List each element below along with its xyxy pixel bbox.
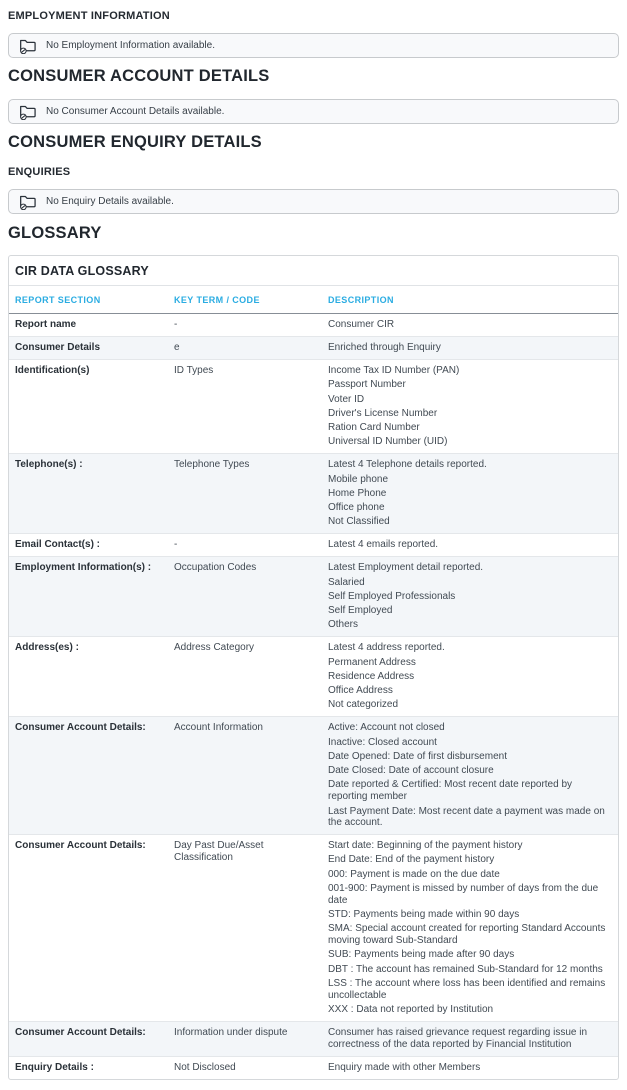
report-section-cell: Identification(s) — [9, 360, 168, 454]
folder-off-icon — [19, 194, 36, 210]
description-cell — [322, 717, 618, 835]
key-term-cell: Not Disclosed — [174, 1061, 236, 1073]
key-term-cell: e — [168, 337, 322, 360]
key-term-cell: Occupation Codes — [168, 557, 322, 637]
table-row — [9, 454, 618, 534]
description-cell — [322, 534, 618, 557]
description-line: Not Classified — [328, 516, 390, 528]
description-line: STD: Payments being made within 90 days — [328, 909, 520, 921]
description-line: Date reported & Certified: Most recent date reported by reporting member — [328, 779, 573, 803]
description-line: SMA: Special account created for reporting Standard Accounts moving toward Sub-Standard — [328, 923, 606, 947]
glossary-panel — [8, 255, 619, 1080]
description-line: Mobile phone — [328, 473, 389, 485]
description-line: Enriched through Enquiry — [328, 342, 441, 353]
description-line: Permanent Address — [328, 656, 416, 668]
empty-message: No Enquiry Details available. — [46, 196, 174, 207]
description-cell — [322, 1021, 618, 1056]
description-line: Driver's License Number — [328, 407, 438, 419]
description-cell — [322, 337, 618, 360]
description-line: Latest 4 Telephone details reported. — [328, 459, 487, 471]
enquiries-empty-notice — [8, 189, 619, 214]
glossary-header-row — [9, 286, 618, 314]
description-line: 001-900: Payment is missed by number of days from the due date — [328, 883, 599, 906]
description-cell — [322, 454, 618, 534]
description-cell — [322, 1056, 618, 1079]
table-row — [9, 717, 618, 835]
column-header-key-term-code: KEY TERM / CODE — [168, 286, 322, 314]
description-line: Not categorized — [328, 699, 399, 711]
report-section-cell: Address(es) : — [9, 637, 168, 717]
report-section-cell: Consumer Account Details: — [9, 1021, 168, 1056]
report-section-cell: Report name — [9, 314, 168, 337]
description-line: SUB: Payments being made after 90 days — [328, 949, 515, 961]
empty-message: No Employment Information available. — [46, 40, 215, 51]
description-line: Consumer CIR — [328, 319, 395, 330]
key-term-cell: ID Types — [168, 360, 322, 454]
glossary-table — [9, 286, 618, 1079]
report-section-cell: Enquiry Details : — [15, 1061, 94, 1073]
consumer-account-empty-notice — [8, 99, 619, 124]
description-line: Date Closed: Date of account closure — [328, 765, 494, 777]
table-row — [9, 637, 618, 717]
key-term-cell: - — [168, 534, 322, 557]
description-line: Inactive: Closed account — [328, 736, 437, 748]
description-line: 000: Payment is made on the due date — [328, 868, 500, 880]
description-line: DBT : The account has remained Sub-Standard for 12 months — [328, 963, 603, 975]
description-line: Voter ID — [328, 393, 365, 405]
description-line: Office phone — [328, 502, 385, 514]
key-term-cell: Day Past Due/Asset Classification — [168, 835, 322, 1022]
table-row — [9, 360, 618, 454]
table-row — [9, 534, 618, 557]
key-term-cell: - — [168, 314, 322, 337]
description-line: Universal ID Number (UID) — [328, 436, 448, 448]
table-row — [9, 835, 618, 1022]
section-title-glossary: GLOSSARY — [8, 224, 102, 242]
table-row — [9, 1056, 618, 1079]
report-section-cell: Employment Information(s) : — [9, 557, 168, 637]
description-line: Passport Number — [328, 379, 406, 391]
description-line: Self Employed — [328, 605, 393, 617]
key-term-cell: Account Information — [168, 717, 322, 835]
report-section-cell: Consumer Details — [9, 337, 168, 360]
description-cell — [322, 835, 618, 1022]
glossary-panel-title: CIR DATA GLOSSARY — [9, 256, 618, 286]
folder-off-icon — [19, 38, 36, 54]
folder-off-icon — [19, 104, 36, 120]
description-line: Start date: Beginning of the payment history — [328, 840, 523, 852]
table-row — [9, 557, 618, 637]
description-line: Last Payment Date: Most recent date a payment was made on the account. — [328, 805, 605, 829]
section-title-consumer-enquiry-details: CONSUMER ENQUIRY DETAILS — [8, 133, 262, 151]
report-section-cell: Consumer Account Details: — [9, 835, 168, 1022]
table-row — [9, 337, 618, 360]
description-cell — [322, 557, 618, 637]
description-line: LSS : The account where loss has been identified and remains uncollectable — [328, 978, 606, 1001]
description-line: Latest 4 address reported. — [328, 642, 445, 654]
report-section-cell: Telephone(s) : — [9, 454, 168, 534]
report-section-cell: Email Contact(s) : — [9, 534, 168, 557]
report-section-cell: Consumer Account Details: — [9, 717, 168, 835]
column-header-description: DESCRIPTION — [322, 286, 618, 314]
description-cell — [322, 637, 618, 717]
key-term-cell: Telephone Types — [168, 454, 322, 534]
description-cell — [322, 360, 618, 454]
description-line: XXX : Data not reported by Institution — [328, 1004, 494, 1016]
description-line: Income Tax ID Number (PAN) — [328, 365, 460, 376]
description-line: Home Phone — [328, 487, 387, 499]
description-line: Consumer has raised grievance request regarding issue in correctness of the data reported by Financial Institution — [328, 1026, 588, 1050]
description-line: Salaried — [328, 576, 365, 588]
description-line: Office Address — [328, 685, 393, 697]
description-line: Active: Account not closed — [328, 722, 445, 734]
description-line: Others — [328, 619, 359, 631]
column-header-report-section: REPORT SECTION — [9, 286, 168, 314]
description-line: End Date: End of the payment history — [328, 854, 495, 866]
section-title-employment-information: EMPLOYMENT INFORMATION — [8, 10, 170, 22]
description-line: Latest 4 emails reported. — [328, 539, 439, 551]
description-line: Date Opened: Date of first disbursement — [328, 750, 507, 762]
description-line: Ration Card Number — [328, 422, 420, 434]
section-title-enquiries: ENQUIRIES — [8, 166, 71, 178]
description-cell — [322, 314, 618, 337]
description-line: Residence Address — [328, 670, 415, 682]
employment-empty-notice — [8, 33, 619, 58]
table-row — [9, 1021, 618, 1056]
description-line: Latest Employment detail reported. — [328, 562, 484, 574]
empty-message: No Consumer Account Details available. — [46, 106, 225, 117]
key-term-cell: Information under dispute — [168, 1021, 322, 1056]
section-title-consumer-account-details: CONSUMER ACCOUNT DETAILS — [8, 67, 270, 85]
key-term-cell: Address Category — [168, 637, 322, 717]
table-row — [9, 314, 618, 337]
description-line: Enquiry made with other Members — [328, 1061, 481, 1073]
description-line: Self Employed Professionals — [328, 590, 456, 602]
